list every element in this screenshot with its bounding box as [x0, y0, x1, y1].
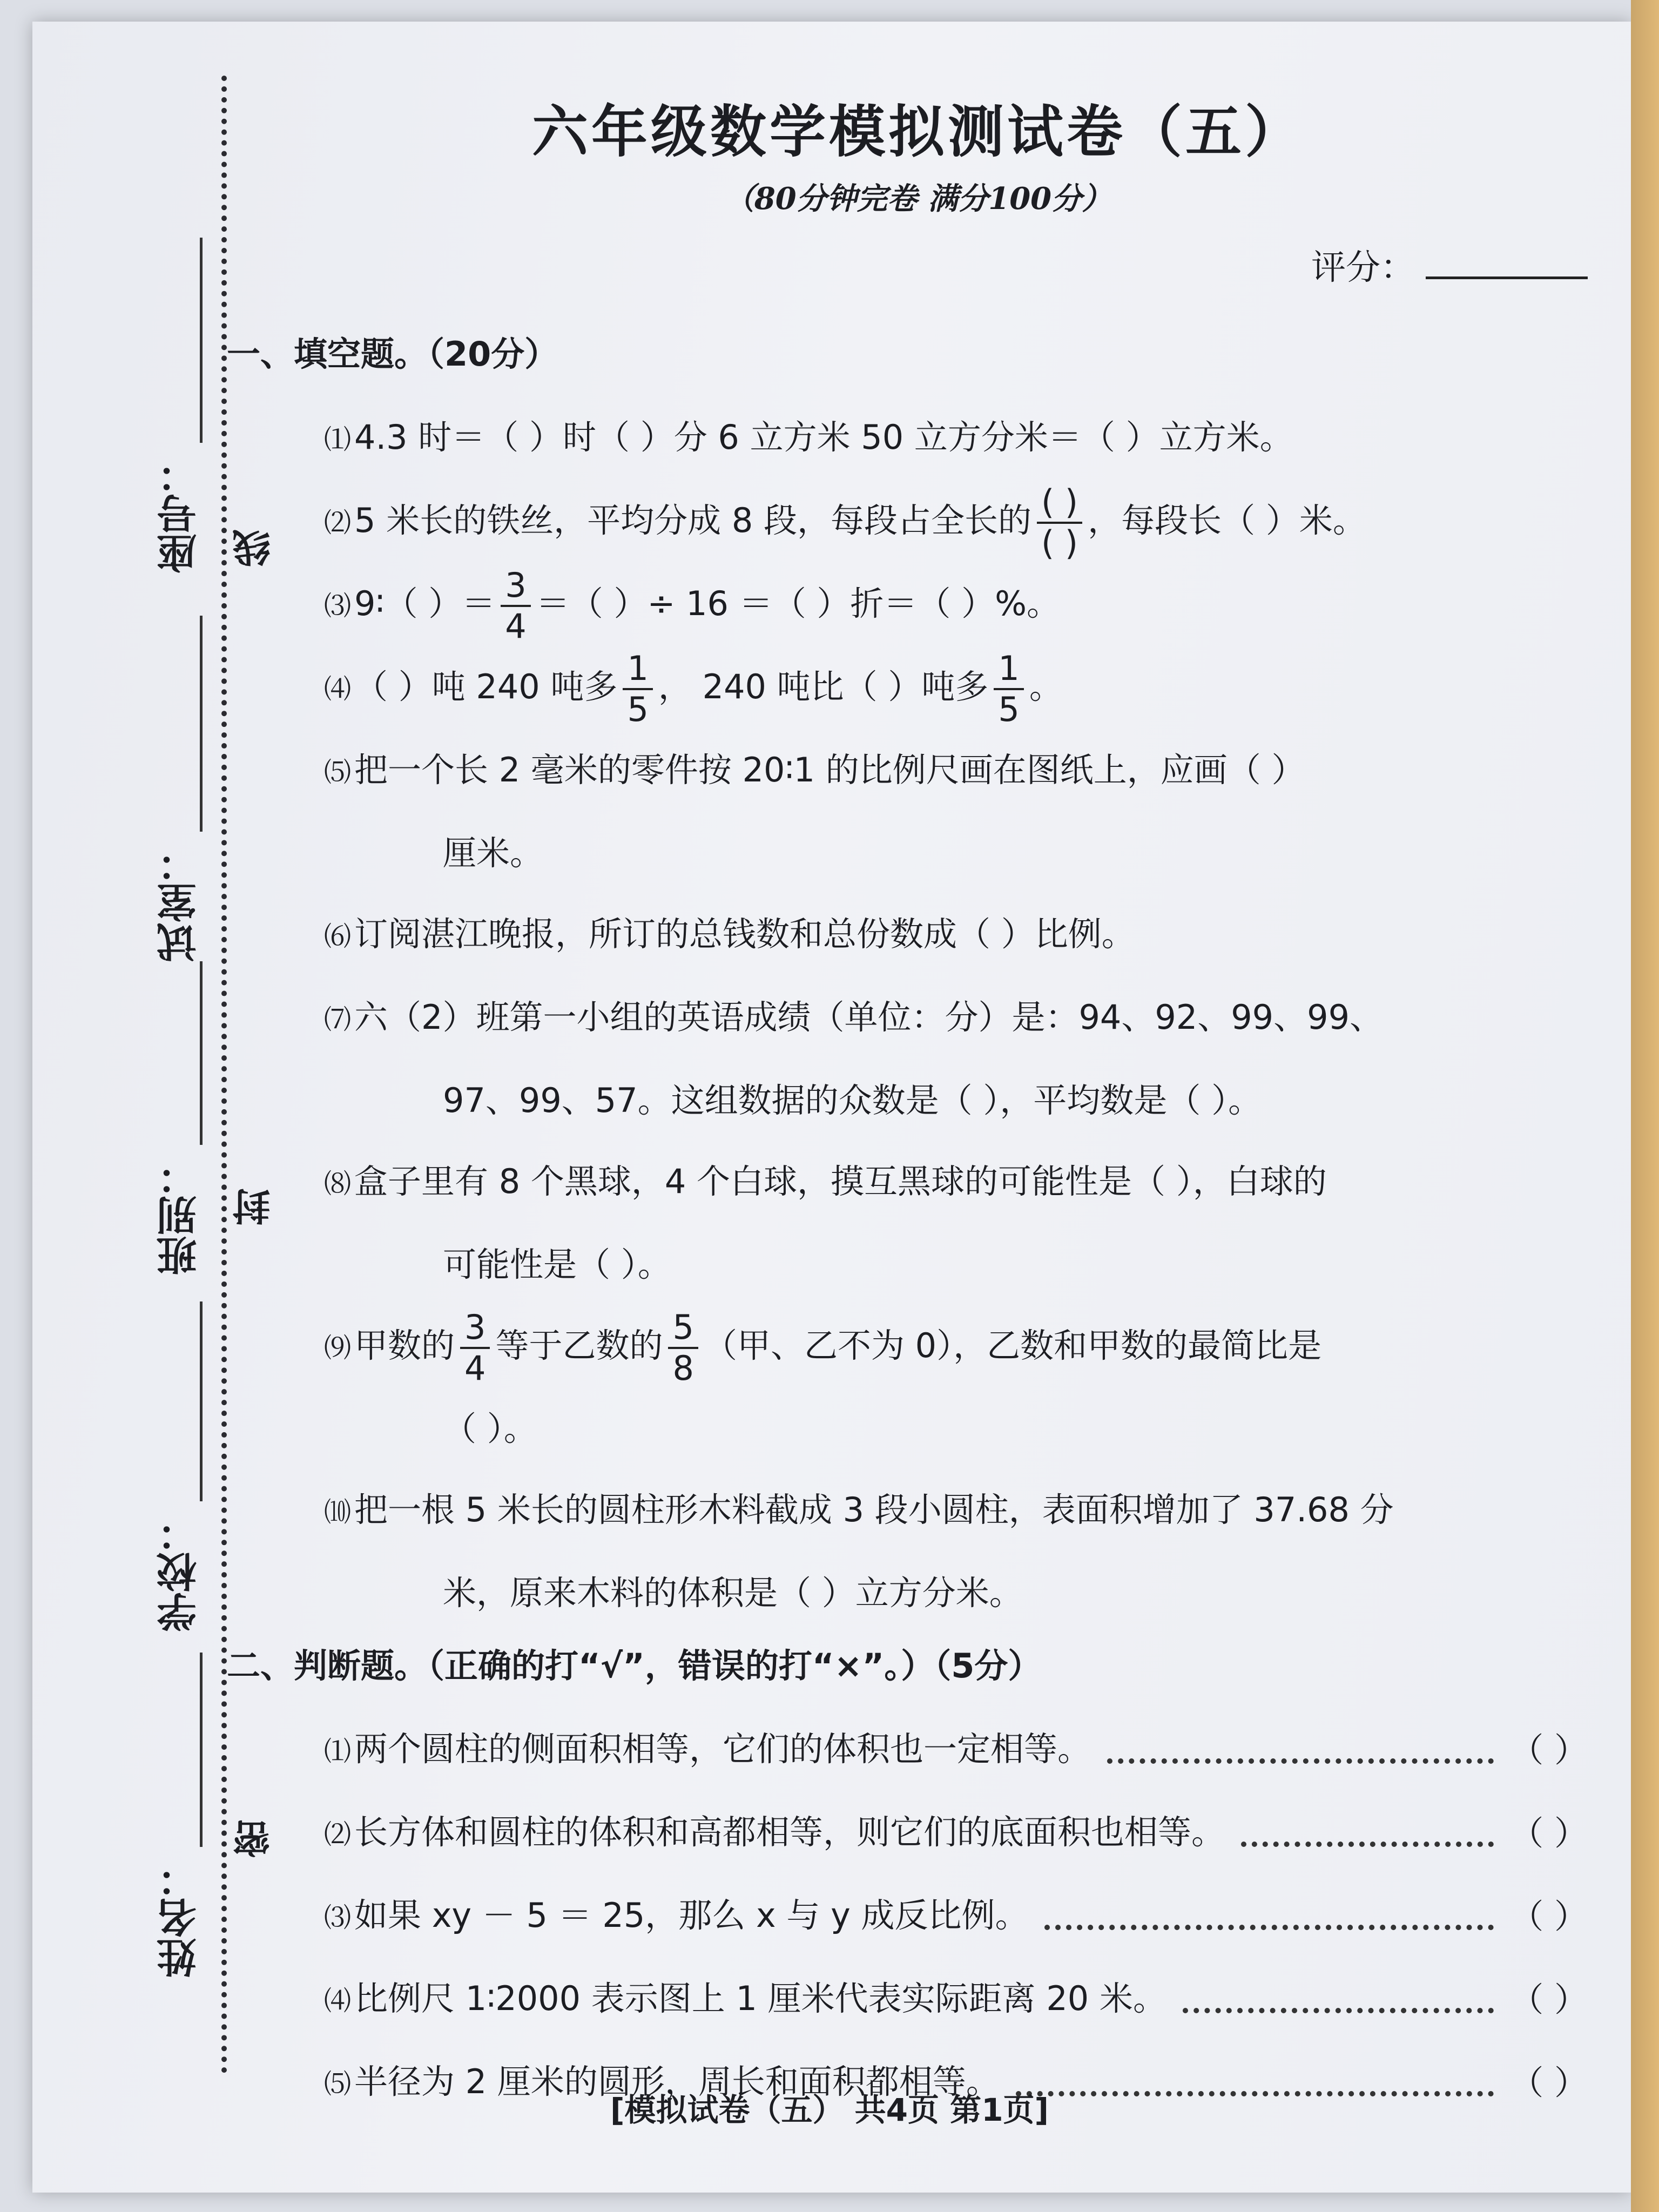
- judge-item-2: ⑵长方体和圆柱的体积和高都相等，则它们的底面积也相等。 （ ）: [324, 1792, 1588, 1875]
- fraction: $\frac{1}{5}$: [623, 649, 652, 729]
- seal-mark: 封: [232, 1188, 276, 1226]
- name-label: 姓名：: [157, 1858, 203, 1978]
- fraction: $\frac{3}{4}$: [501, 566, 530, 646]
- room-blank[interactable]: [200, 616, 203, 832]
- judge-item-5: ⑸半径为 2 厘米的圆形，周长和面积都相等。 （ ）: [324, 2041, 1588, 2125]
- question-10: ⑽把一根 5 米长的圆柱形木料截成 3 段小圆柱，表面积增加了 37.68 分: [324, 1490, 1394, 1529]
- leader-dots: [1107, 1737, 1494, 1764]
- seal-dotted-line: [221, 76, 227, 2074]
- seat-blank[interactable]: [200, 238, 203, 443]
- answer-blank[interactable]: （ ）: [1510, 1897, 1588, 1936]
- question-5: ⑸把一个长 2 毫米的零件按 20∶1 的比例尺画在图纸上，应画（ ）: [324, 750, 1305, 790]
- room-label: 试室：: [157, 842, 203, 962]
- exam-content: [227, 86, 1588, 2125]
- question-6: ⑹订阅湛江晚报，所订的总钱数和总份数成（ ）比例。: [324, 914, 1135, 954]
- answer-blank[interactable]: （ ）: [1510, 1813, 1588, 1853]
- school-label: 学校：: [157, 1512, 203, 1632]
- binding-strip: [140, 76, 276, 2074]
- fraction: $\frac{1}{5}$: [994, 649, 1023, 729]
- class-label: 班别：: [157, 1156, 203, 1276]
- question-2: ⑵5 米长的铁丝，平均分成 8 段，每段占全长的 $\frac{( )}{( )}$ ，每段长（ ）米。: [324, 482, 1366, 563]
- score-field: [248, 240, 1588, 289]
- judge-item-3: ⑶如果 xy － 5 ＝ 25，那么 x 与 y 成反比例。 （ ）: [324, 1875, 1588, 1958]
- question-8-cont: 可能性是（ ）。: [443, 1245, 671, 1284]
- question-5-cont: 厘米。: [443, 833, 544, 873]
- leader-dots: [1241, 1820, 1494, 1847]
- name-blank[interactable]: [200, 1653, 203, 1847]
- fraction: $\frac{( )}{( )}$: [1037, 483, 1082, 563]
- question-3: ⑶9∶（ ）＝ $\frac{3}{4}$ ＝（ ）÷ 16 ＝（ ）折＝（ ）%。: [324, 565, 1061, 646]
- question-9: ⑼甲数的 $\frac{3}{4}$ 等于乙数的 $\frac{5}{8}$ （甲、乙不为 0），乙数和甲数的最简比是: [324, 1307, 1322, 1388]
- fraction: $\frac{3}{4}$: [460, 1308, 490, 1388]
- leader-dots: [1183, 1986, 1494, 2013]
- page-footer: [模拟试卷（五） 共4页 第1页]: [610, 2092, 1049, 2128]
- judge-item-4: ⑷比例尺 1∶2000 表示图上 1 厘米代表实际距离 20 米。 （ ）: [324, 1958, 1588, 2041]
- class-blank[interactable]: [200, 961, 203, 1145]
- question-4: ⑷（ ）吨 240 吨多 $\frac{1}{5}$ ， 240 吨比（ ）吨多 $\frac{1}{5}$ 。: [324, 648, 1063, 729]
- page-subtitle: （80分钟完卷 满分100分）: [724, 181, 1112, 217]
- exam-paper: [32, 22, 1631, 2193]
- question-9-cont: （ ）。: [443, 1409, 537, 1448]
- section1-heading: 一、填空题。（20分）: [227, 334, 558, 374]
- question-7: ⑺六（2）班第一小组的英语成绩（单位：分）是：94、92、99、99、: [324, 997, 1384, 1037]
- section2-heading: 二、判断题。（正确的打“√”，错误的打“×”。）（5分）: [227, 1646, 1042, 1685]
- score-blank[interactable]: [1426, 276, 1588, 279]
- question-8: ⑻盒子里有 8 个黑球，4 个白球，摸互黑球的可能性是（ ），白球的: [324, 1162, 1327, 1201]
- judge-item-1: ⑴两个圆柱的侧面积相等，它们的体积也一定相等。 （ ）: [324, 1709, 1588, 1792]
- fraction: $\frac{5}{8}$: [668, 1308, 698, 1388]
- line-mark: 线: [232, 529, 276, 567]
- seat-label: 座号：: [157, 454, 203, 574]
- question-1: ⑴4.3 时＝（ ）时（ ）分 6 立方米 50 立方分米＝（ ）立方米。: [324, 417, 1293, 457]
- leader-dots: [1044, 1903, 1494, 1930]
- answer-blank[interactable]: （ ）: [1510, 1730, 1588, 1770]
- question-7-cont: 97、99、57。这组数据的众数是（ ），平均数是（ ）。: [443, 1081, 1262, 1120]
- answer-blank[interactable]: （ ）: [1510, 1980, 1588, 2019]
- page-title: 六年级数学模拟测试卷（五）: [531, 99, 1304, 165]
- school-blank[interactable]: [200, 1301, 203, 1501]
- question-10-cont: 米，原来木料的体积是（ ）立方分米。: [443, 1573, 1023, 1613]
- score-label: 评分：: [1311, 248, 1415, 288]
- secret-mark: 密: [232, 1820, 276, 1858]
- desk-edge: [1631, 0, 1659, 2212]
- answer-blank[interactable]: （ ）: [1510, 2063, 1588, 2102]
